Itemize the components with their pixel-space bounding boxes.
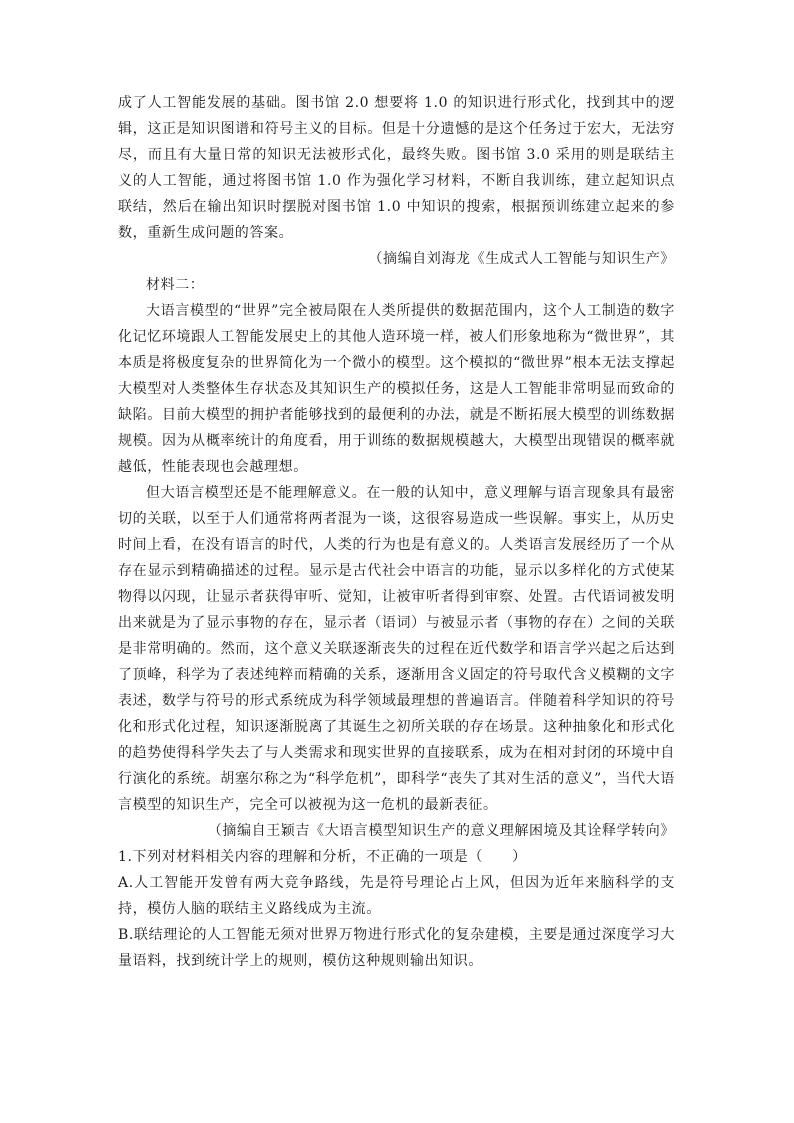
question-1-option-a: A.人工智能开发曾有两大竞争路线，先是符号理论占上风，但因为近年来脑科学的支持，模仿人脑的联结主义路线成为主流。 — [118, 875, 675, 917]
material2-paragraph-2: 但大语言模型还是不能理解意义。在一般的认知中，意义理解与语言现象具有最密切的关联，以至于人们通常将两者混为一谈，这很容易造成一些误解。事实上，从历史时间上看，在没有语言的时代，人类的行为也是有意义的。人类语言发展经历了一个从存在显示到精确描述的过程。显示是古代社会中语言的功能，显示以多样化的方式使某物得以闪现，让显示者获得审听、觉知，让被审听者得到审察、处置。古代语词被发明出来就是为了显示事物的存在，显示者（语词）与被显示者（事物的存在）之间的关联是非常明确的。然而，这个意义关联逐渐丧失的过程在近代数学和语言学兴起之后达到了顶峰，科学为了表述纯粹而精确的关系，逐渐用含义固定的符号取代含义模糊的文字表述，数学与符号的形式系统成为科学领域最理想的普遍语言。伴随着科学知识的符号化和形式化过程，知识逐渐脱离了其诞生之初所关联的存在场景。这种抽象化和形式化的趋势使得科学失去了与人类需求和现实世界的直接联系，成为在相对封闭的环境中自行演化的系统。胡塞尔称之为“科学危机”，即科学“丧失了其对生活的意义”，当代大语言模型的知识生产，完全可以被视为这一危机的最新表征。 — [118, 485, 675, 813]
material2-paragraph-1: 大语言模型的“世界”完全被局限在人类所提供的数据范围内，这个人工制造的数字化记忆环境跟人工智能发展史上的其他人造环境一样，被人们形象地称为“微世界”，其本质是将极度复杂的世界简化为一个微小的模型。这个模拟的“微世界”根本无法支撑起大模型对人类整体生存状态及其知识生产的模拟任务，这是人工智能非常明显而致命的缺陷。目前大模型的拥护者能够找到的最便利的办法，就是不断拓展大模型的训练数据规模。因为从概率统计的角度看，用于训练的数据规模越大，大模型出现错误的概率就越低，性能表现也会越理想。 — [118, 303, 675, 475]
document-page — [118, 90, 675, 974]
material2-heading: 材料二： — [146, 277, 205, 293]
material1-tail-paragraph: 成了人工智能发展的基础。图书馆 2.0 想要将 1.0 的知识进行形式化，找到其中的逻辑，这正是知识图谱和符号主义的目标。但是十分遗憾的是这个任务过于宏大，无法穷尽，而且有大量日常的知识无法被形式化，最终失败。图书馆 3.0 采用的则是联结主义的人工智能，通过将图书馆 1.0 作为强化学习材料，不断自我训练，建立起知识点联结，然后在输出知识时摆脱对图书馆 1.0 中知识的搜索，根据预训练建立起来的参数，重新生成问题的答案。 — [118, 95, 675, 241]
material2-source-citation: （摘编自王颖吉《大语言模型知识生产的意义理解困境及其诠释学转向》 — [207, 823, 675, 839]
material1-source-citation: （摘编自刘海龙《生成式人工智能与知识生产》 — [368, 251, 675, 267]
question-1-option-b: B.联结理论的人工智能无须对世界万物进行形式化的复杂建模，主要是通过深度学习大量语料，找到统计学上的规则，模仿这种规则输出知识。 — [118, 927, 675, 969]
question-1-stem: 1.下列对材料相关内容的理解和分析，不正确的一项是（ ） — [118, 849, 527, 865]
